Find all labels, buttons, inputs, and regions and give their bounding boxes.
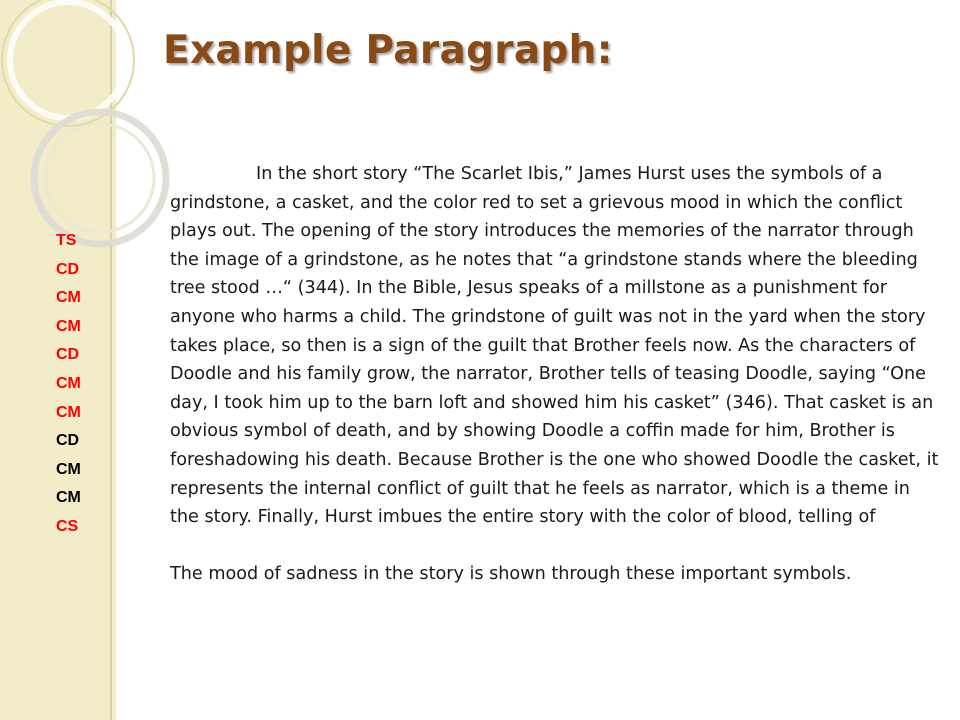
code-label: CD (56, 346, 80, 364)
deco-ring-large (10, 2, 126, 118)
deco-ring-lower-inner (46, 124, 154, 232)
concluding-sentence: The mood of sadness in the story is shown through these important symbols. (170, 563, 852, 584)
code-label: TS (56, 232, 77, 249)
code-label: CS (56, 517, 79, 535)
code-label: CM (56, 289, 81, 307)
slide-title: Example Paragraph: (163, 28, 613, 73)
code-label-list (56, 227, 106, 542)
code-label: CM (56, 489, 81, 507)
decorative-circles (0, 0, 180, 260)
example-paragraph: In the short story “The Scarlet Ibis,” James Hurst uses the symbols of a grindstone, a casket, and the color red to set a grievous mood in which the conflict plays out. The opening of the story introduces the memories of the narrator through the image of a grindstone, as he notes that “a grindstone stands where the bleeding tree stood …“ (344). In the Bible, Jesus speaks of a millstone as a punishment for anyone who harms a child. The grindstone of guilt was not in the yard when the story takes place, so then is a sign of the guilt that Brother feels now. As the characters of Doodle and his family grow, the narrator, Brother tells of teasing Doodle, saying “One day, I took him up to the barn loft and showed him his casket” (346). That casket is an obvious symbol of death, and by showing Doodle a coffin made for him, Brother is foreshadowing his death. Because Brother is the one who showed Doodle the casket, it represents the internal conflict of guilt that he feels as narrator, which is a theme in the story. Finally, Hurst imbues the entire story with the color of blood, telling of (170, 164, 939, 528)
code-label: CM (56, 403, 81, 421)
deco-ring-outline (2, 0, 134, 126)
code-label: CM (56, 374, 81, 392)
code-label: CD (56, 432, 80, 450)
deco-ring-lower (34, 112, 166, 244)
code-label: CM (56, 460, 81, 478)
content-area (170, 160, 940, 588)
code-label: CD (56, 260, 80, 278)
code-label: CM (56, 317, 81, 335)
